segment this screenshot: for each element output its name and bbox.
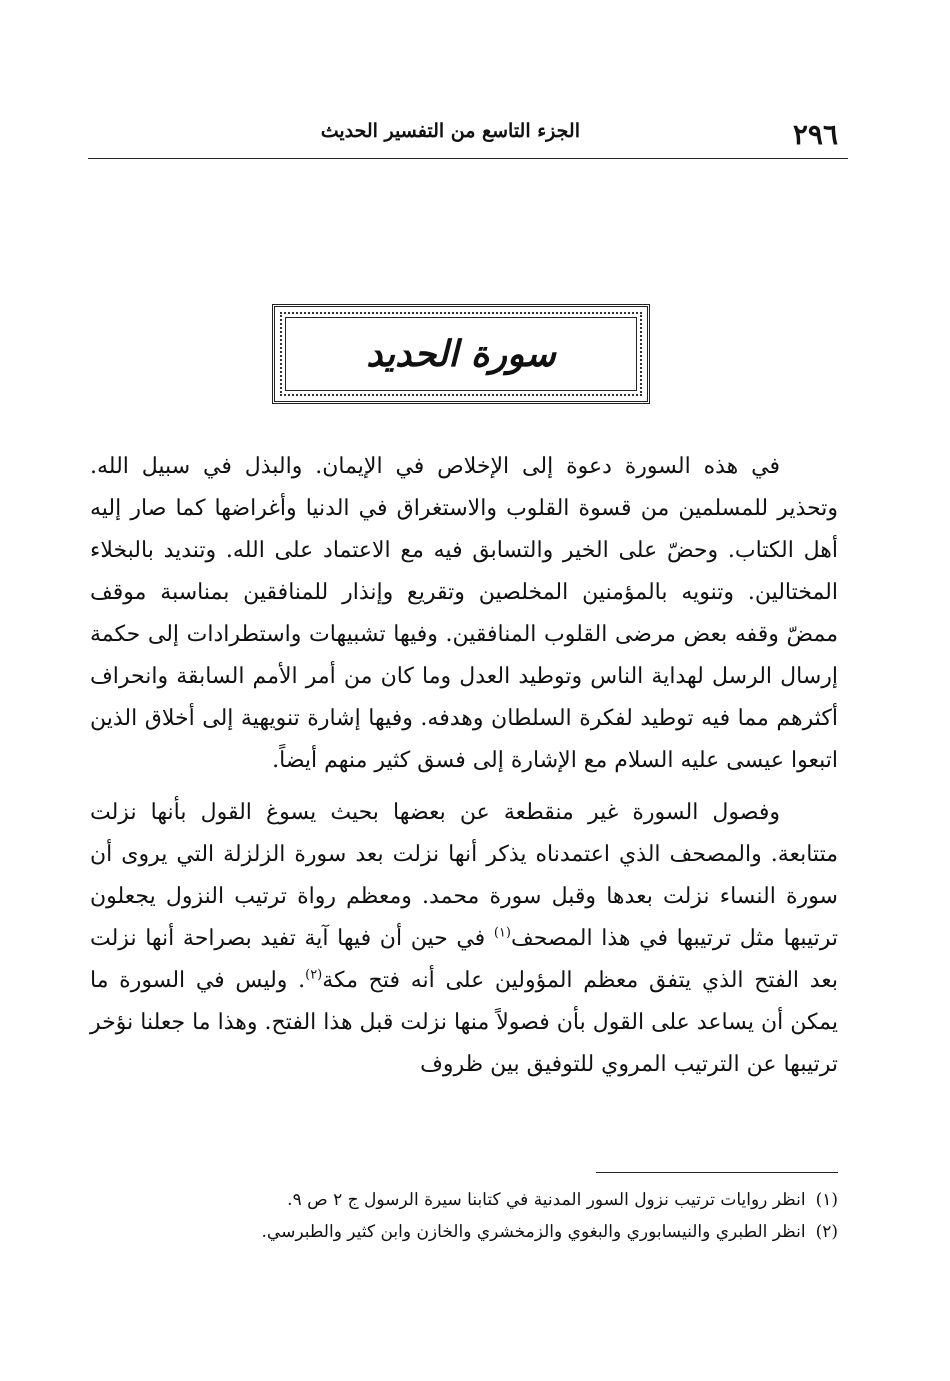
page-header <box>88 112 848 159</box>
footnote-divider <box>596 1172 838 1173</box>
footnote-1-text: انظر روايات ترتيب نزول السور المدنية في كتابنا سيرة الرسول ج ٢ ص ٩. <box>287 1190 806 1210</box>
paragraph-chronology-part2: في حين أن فيها آية تفيد بصراحة أنها نزلت بعد الفتح الذي يتفق معظم المؤولين على أنه فتح مكة <box>90 926 838 993</box>
footnote-2 <box>90 1216 838 1248</box>
footnotes <box>90 1184 838 1248</box>
surah-title: سورة الحديد <box>366 333 556 375</box>
paragraph-chronology-part3: . وليس في السورة ما يمكن أن يساعد على القول بأن فصولاً منها نزلت قبل هذا الفتح. وهذا ما جعلنا نؤخر ترتيبها عن الترتيب المروي للتوفيق بين ظروف <box>90 968 838 1077</box>
footnote-ref-2: (٢) <box>305 967 323 983</box>
footnote-1 <box>90 1184 838 1216</box>
main-text <box>90 446 838 1096</box>
paragraph-chronology-part1: وفصول السورة غير منقطعة عن بعضها بحيث يسوغ القول بأنها نزلت متتابعة. والمصحف الذي اعتمدناه يذكر أنها نزلت بعد سورة الزلزلة التي يروى أن سورة النساء نزلت بعدها وقبل سورة محمد. ومعظم رواة ترتيب النزول يجعلون ترتيبها مثل ترتيبها في هذا المصحف <box>90 800 838 951</box>
footnote-1-marker: (١) <box>815 1190 838 1210</box>
running-title: الجزء التاسع من التفسير الحديث <box>320 120 580 142</box>
footnote-ref-1: (١) <box>493 925 511 941</box>
paragraph-intro: في هذه السورة دعوة إلى الإخلاص في الإيمان. والبذل في سبيل الله. وتحذير للمسلمين من قسوة القلوب والاستغراق في الدنيا وأغراضها كما صار إليه أهل الكتاب. وحضّ على الخير والتسابق فيه مع الاعتماد على الله. وتنديد بالبخلاء المختالين. وتنويه بالمؤمنين المخلصين وتقريع وإنذار للمنافقين بمناسبة موقف ممضّ وقفه بعض مرضى القلوب المنافقين. وفيها تشبيهات واستطرادات إلى حكمة إرسال الرسل لهداية الناس وتوطيد العدل وما كان من أمر الأمم السابقة وانحراف أكثرهم مما فيه توطيد لفكرة السلطان وهدفه. وفيها إشارة تنويهية إلى أخلاق الذين اتبعوا عيسى عليه السلام مع الإشارة إلى فسق كثير منهم أيضاً. <box>90 454 838 773</box>
page-number: ٢٩٦ <box>792 118 838 151</box>
paragraph-chronology <box>90 792 838 1086</box>
footnote-2-text: انظر الطبري والنيسابوري والبغوي والزمخشري والخازن وابن كثير والطبرسي. <box>261 1222 806 1242</box>
footnote-2-marker: (٢) <box>815 1222 838 1242</box>
surah-title-frame <box>272 304 650 404</box>
ornamental-border <box>280 312 642 396</box>
